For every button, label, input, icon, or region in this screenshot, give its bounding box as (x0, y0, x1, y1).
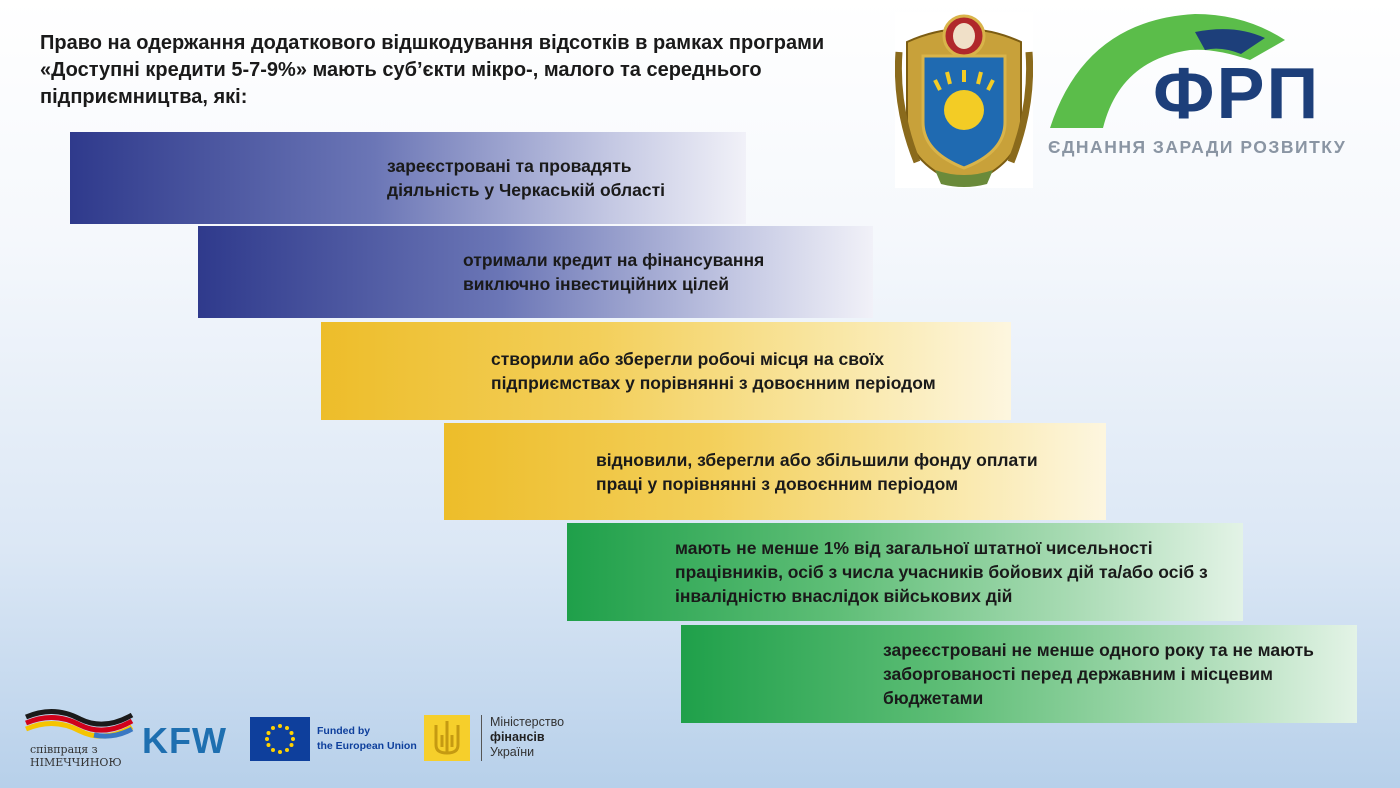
german-cooperation-line1: співпраця з (30, 743, 98, 756)
german-cooperation-logo (24, 705, 136, 771)
ministry-divider (481, 715, 482, 761)
criterion-text-6: зареєстровані не менше одного року та не мають заборгованості перед державним і місцевим бюджетами (883, 640, 1314, 708)
ministry-line3: України (490, 745, 535, 759)
ministry-line2: фінансів (490, 730, 545, 744)
criterion-bar-6 (681, 625, 1357, 723)
criterion-text-2: отримали кредит на фінансування виключно інвестиційних цілей (463, 250, 765, 294)
ministry-line1: Міністерство (490, 715, 565, 729)
criterion-bar-2 (198, 226, 873, 318)
page-title: Право на одержання додаткового відшкодування відсотків в рамках програми «Доступні кредити 5-7-9%» мають суб’єкти мікро-, малого та середнього підприємництва, які: (40, 32, 825, 108)
german-flag-wave-icon (24, 705, 136, 745)
eu-funded-line2: the European Union (317, 740, 417, 752)
coat-of-arms-logo (895, 12, 1033, 188)
criterion-bar-1 (70, 132, 746, 224)
ministry-trident-icon (424, 715, 470, 761)
frp-logo (1045, 10, 1365, 160)
criterion-bar-5 (567, 523, 1243, 621)
frp-slogan: ЄДНАННЯ ЗАРАДИ РОЗВИТКУ (1048, 137, 1347, 157)
eu-flag-icon (250, 717, 310, 761)
criterion-text-3: створили або зберегли робочі місця на своїх підприємствах у порівнянні з довоєнним періодом (491, 349, 936, 393)
criterion-text-5: мають не менше 1% від загальної штатної чисельності працівників, осіб з числа учасників бойових дій та/або осіб з інвалідністю внаслідок військових дій (675, 538, 1208, 606)
criterion-bar-3 (321, 322, 1011, 420)
criterion-text-4: відновили, зберегли або збільшили фонду оплати праці у порівнянні з довоєнним періодом (596, 449, 1038, 494)
kfw-logo: KFW (142, 720, 227, 761)
criterion-text-1: зареєстровані та провадять діяльність у Черкаській області (387, 156, 666, 200)
criterion-bar-4 (444, 423, 1106, 520)
eu-funded-line1: Funded by (317, 725, 371, 737)
frp-logo-text: ФРП (1153, 54, 1321, 134)
partner-logos (0, 705, 600, 775)
german-cooperation-line2: НІМЕЧЧИНОЮ (30, 756, 122, 769)
